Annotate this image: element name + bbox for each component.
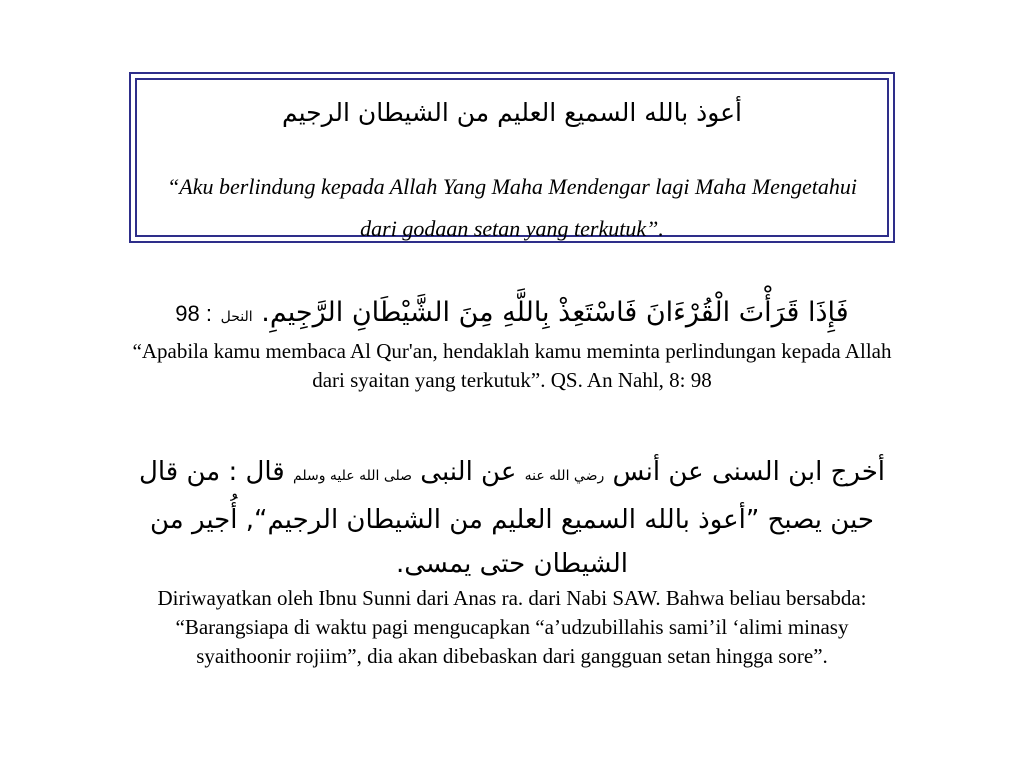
- isti-adha-frame-inner: [135, 78, 889, 241]
- quran-verse-arabic: فَإِذَا قَرَأْتَ الْقُرْءَانَ فَاسْتَعِذْ بِاللَّهِ مِنَ الشَّيْطَانِ الرَّجِيمِ.: [261, 297, 849, 328]
- hadith-section: [130, 450, 894, 671]
- hadith-arabic: [130, 450, 894, 586]
- hadith-arabic-part2: عن النبى: [420, 457, 517, 487]
- verse-reference: : 98: [175, 301, 213, 326]
- quran-verse-arabic-line: [120, 293, 904, 337]
- isti-adha-arabic: أعوذ بالله السميع العليم من الشيطان الرجيم: [281, 98, 743, 127]
- surah-name: النحل: [220, 309, 253, 325]
- hadith-arabic-radhi: رضي الله عنه: [524, 468, 605, 484]
- quran-verse-translation: “Apabila kamu membaca Al Qur'an, hendaklah kamu meminta perlindungan kepada Allah dari syaitan yang terkutuk”. QS. An Nahl, 8: 98: [132, 339, 892, 392]
- hadith-translation: Diriwayatkan oleh Ibnu Sunni dari Anas ra. dari Nabi SAW. Bahwa beliau bersabda: “Barangsiapa di waktu pagi mengucapkan “a’udzubillahis sami’il ‘alimi minasy syaithoonir rojiim”, dia akan dibebaskan dari gangguan setan hingga sore”.: [157, 586, 867, 668]
- hadith-arabic-part1: أخرج ابن السنى عن أنس: [612, 457, 886, 487]
- isti-adha-translation: “Aku berlindung kepada Allah Yang Maha Mendengar lagi Maha Mengetahui dari godaan setan yang terkutuk”.: [167, 174, 857, 241]
- hadith-arabic-part3: قال : من قال حين يصبح ”أعوذ بالله السميع العليم من الشيطان الرجيم“, أُجير من الشيطان حتى يمسى.: [138, 457, 874, 579]
- hadith-arabic-salla: صلى الله عليه وسلم: [293, 468, 413, 484]
- isti-adha-frame: [129, 72, 895, 243]
- quran-verse-section: [120, 293, 904, 395]
